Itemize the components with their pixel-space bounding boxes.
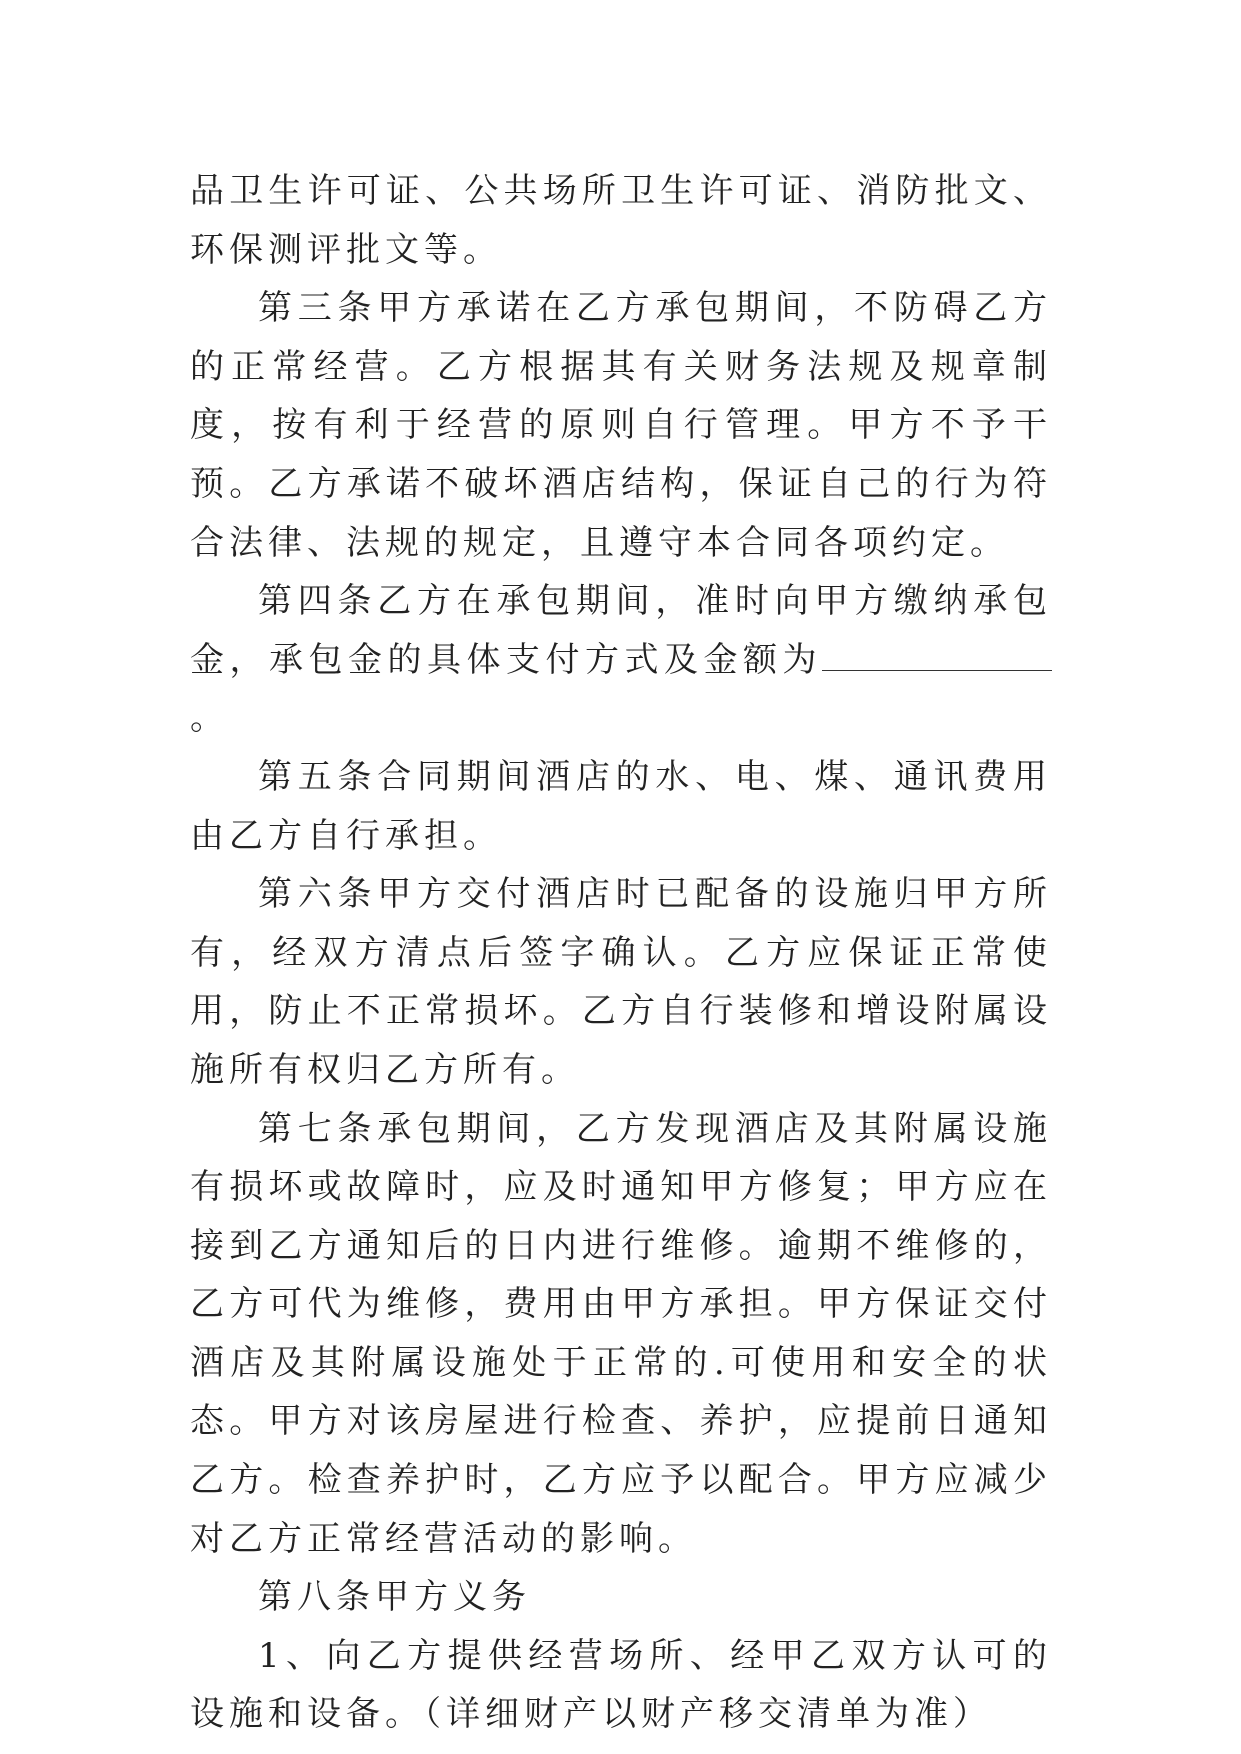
paragraph-article-8-item-1: 1、向乙方提供经营场所、经甲乙双方认可的设施和设备。（详细财产以财产移交清单为准） <box>190 1635 1052 1735</box>
paragraph-article-3: 第三条甲方承诺在乙方承包期间，不防碍乙方的正常经营。乙方根据其有关财务法规及规章制度，按有利于经营的原则自行管理。甲方不予干预。乙方承诺不破坏酒店结构，保证自己的行为符合法律、法规的规定，且遵守本合同各项约定。 <box>190 288 1052 563</box>
paragraph-article-6: 第六条甲方交付酒店时已配备的设施归甲方所有，经双方清点后签字确认。乙方应保证正常使用，防止不正常损坏。乙方自行装修和增设附属设施所有权归乙方所有。 <box>190 874 1052 1090</box>
paragraph-article-4 <box>190 572 1052 748</box>
article-4-text: 第四条乙方在承包期间，准时向甲方缴纳承包金，承包金的具体支付方式及金额为 <box>190 581 1052 680</box>
article-4-period: 。 <box>190 698 229 739</box>
document-body <box>190 162 1052 1744</box>
paragraph-article-8-heading: 第八条甲方义务 <box>258 1577 531 1618</box>
paragraph-article-5: 第五条合同期间酒店的水、电、煤、通讯费用由乙方自行承担。 <box>190 756 1052 856</box>
payment-amount-blank <box>822 640 1052 671</box>
paragraph-article-7: 第七条承包期间，乙方发现酒店及其附属设施有损坏或故障时，应及时通知甲方修复；甲方应在接到乙方通知后的日内进行维修。逾期不维修的，乙方可代为维修，费用由甲方承担。甲方保证交付酒店及其附属设施处于正常的.可使用和安全的状态。甲方对该房屋进行检查、养护，应提前日通知乙方。检查养护时，乙方应予以配合。甲方应减少对乙方正常经营活动的影响。 <box>190 1108 1052 1559</box>
paragraph-permits-continued: 品卫生许可证、公共场所卫生许可证、消防批文、环保测评批文等。 <box>190 171 1052 270</box>
